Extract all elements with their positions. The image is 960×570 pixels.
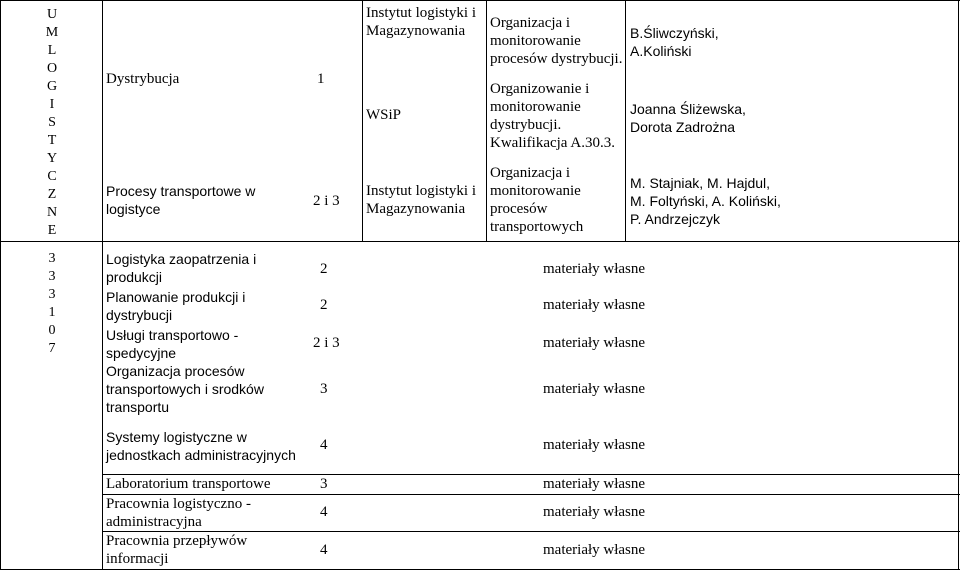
grade-level: 2 i 3: [313, 193, 340, 209]
material-source: materiały własne: [543, 261, 646, 277]
textbook-title: Organizowanie i monitorowanie dystrybucji. Kwalifikacja A.30.3.: [490, 81, 615, 151]
code-digit-glyph: 0: [48, 323, 56, 338]
column-divider: [486, 0, 487, 241]
material-source: materiały własne: [543, 297, 646, 313]
subject-name: Laboratorium transportowe: [106, 476, 271, 492]
code-digit-glyph: 1: [48, 305, 56, 320]
code-letter-glyph: I: [49, 97, 55, 112]
subject-name: Systemy logistyczne w jednostkach administracyjnych: [106, 429, 296, 463]
section-divider: [0, 241, 960, 242]
textbook-authors: B.Śliwczyński, A.Koliński: [630, 25, 719, 59]
code-letter-glyph: Y: [46, 151, 58, 166]
grade-level: 2: [320, 297, 328, 313]
code-digit-glyph: 3: [48, 287, 56, 302]
grade-level: 4: [320, 542, 328, 558]
subject-name: Usługi transportowo - spedycyjne: [106, 327, 239, 361]
subject-name: Logistyka zaopatrzenia i produkcji: [106, 251, 257, 285]
code-digit-glyph: 3: [48, 251, 56, 266]
code-digit-glyph: 3: [48, 269, 56, 284]
textbook-title: Organizacja i monitorowanie procesów dystrybucji.: [490, 15, 623, 67]
material-source: materiały własne: [543, 437, 646, 453]
grade-level: 2: [320, 261, 328, 277]
grade-level: 1: [317, 71, 325, 87]
material-source: materiały własne: [543, 542, 646, 558]
code-letter-glyph: N: [46, 205, 58, 220]
vertical-code-label: [44, 6, 60, 240]
textbook-authors: M. Stajniak, M. Hajdul, M. Foltyński, A. Koliński, P. Andrzejczyk: [630, 175, 781, 227]
publisher: Instytut logistyki i Magazynowania: [366, 183, 477, 217]
code-letter-glyph: G: [46, 79, 58, 94]
vertical-code-label: [44, 250, 60, 358]
code-letter-glyph: T: [47, 133, 57, 148]
grade-level: 4: [320, 504, 328, 520]
textbook-authors: Joanna Śliżewska, Dorota Zadrożna: [630, 101, 746, 135]
publisher: WSiP: [366, 107, 402, 123]
column-divider: [625, 0, 626, 241]
table-border-right: [958, 0, 959, 570]
table-border-left: [0, 0, 1, 570]
subject-name: Organizacja procesów transportowych i srodków transportu: [106, 363, 264, 415]
publisher: Instytut logistyki i Magazynowania: [366, 5, 477, 39]
code-letter-glyph: S: [48, 115, 56, 130]
grade-level: 3: [320, 381, 328, 397]
code-column-divider: [102, 0, 103, 570]
code-letter-glyph: L: [47, 43, 57, 58]
code-digit-glyph: 7: [48, 341, 56, 356]
material-source: materiały własne: [543, 335, 646, 351]
grade-level: 2 i 3: [313, 335, 340, 351]
grade-level: 3: [320, 476, 328, 492]
code-letter-glyph: Z: [47, 187, 57, 202]
code-letter-glyph: C: [47, 169, 57, 184]
table-border-top: [0, 0, 960, 1]
subject-name: Pracownia logistyczno - administracyjna: [106, 496, 251, 530]
textbook-title: Organizacja i monitorowanie procesów transportowych: [490, 165, 584, 235]
code-letter-glyph: U: [46, 7, 58, 22]
material-source: materiały własne: [543, 381, 646, 397]
column-divider: [362, 0, 363, 241]
subject-name: Dystrybucja: [106, 71, 180, 87]
subject-name: Procesy transportowe w logistyce: [106, 183, 256, 217]
code-letter-glyph: O: [46, 61, 58, 76]
material-source: materiały własne: [543, 504, 646, 520]
subject-name: Pracownia przepływów informacji: [106, 533, 248, 567]
code-letter-glyph: E: [47, 223, 57, 238]
subject-name: Planowanie produkcji i dystrybucji: [106, 289, 246, 323]
code-letter-glyph: M: [45, 25, 59, 40]
grade-level: 4: [320, 437, 328, 453]
material-source: materiały własne: [543, 476, 646, 492]
